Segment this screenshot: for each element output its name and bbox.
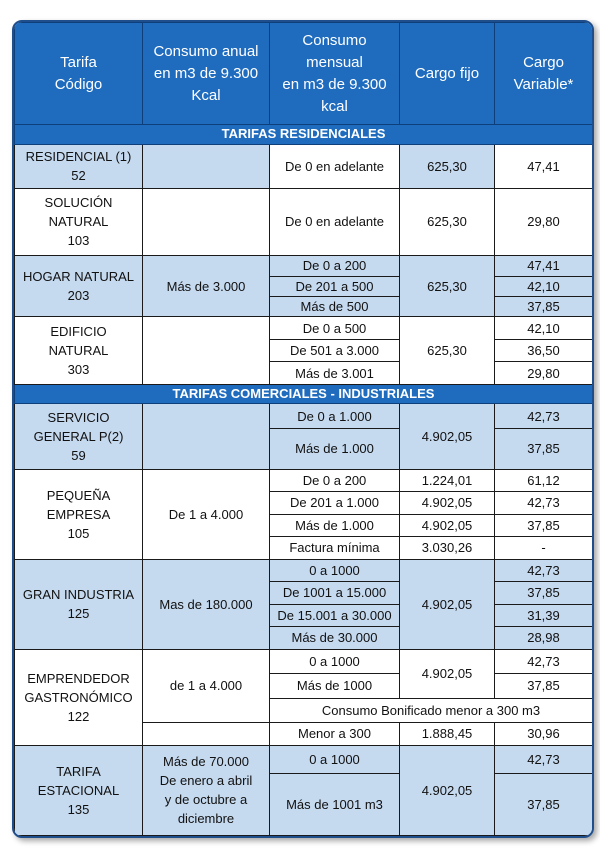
cargo-variable-cell: 30,96 [495,723,593,745]
cargo-fijo-cell: 625,30 [400,144,495,188]
header-cargo-variable: Cargo Variable* [495,23,593,125]
consumo-mensual-cell: De 501 a 3.000 [270,339,400,361]
consumo-mensual-cell: De 0 en adelante [270,188,400,255]
consumo-anual-cell: Mas de 180.000 [143,559,270,649]
cargo-fijo-cell: 625,30 [400,188,495,255]
table-row [15,745,593,774]
consumo-anual-cell [143,144,270,188]
cargo-fijo-cell: 1.888,45 [400,723,495,745]
cargo-fijo-cell: 4.902,05 [400,404,495,469]
cargo-variable-cell: 42,10 [495,317,593,339]
consumo-mensual-cell: De 0 a 1.000 [270,404,400,429]
consumo-mensual-cell: Más de 1000 [270,674,400,699]
table-row [15,404,593,429]
cargo-variable-cell: 37,85 [495,514,593,536]
cargo-fijo-cell: 4.902,05 [400,514,495,536]
cargo-variable-cell: 37,85 [495,297,593,317]
consumo-mensual-cell: Más de 500 [270,297,400,317]
tariff-table-frame [12,20,594,838]
section-comerciales: TARIFAS COMERCIALES - INDUSTRIALES [15,384,593,403]
cargo-variable-cell: 29,80 [495,362,593,384]
consumo-anual-cell [143,188,270,255]
cargo-variable-cell: 61,12 [495,469,593,491]
cargo-fijo-cell: 4.902,05 [400,649,495,698]
consumo-anual-cell [143,317,270,384]
cargo-fijo-cell: 4.902,05 [400,745,495,835]
cargo-fijo-cell: 3.030,26 [400,537,495,559]
header-row [15,23,593,125]
tariff-name: EDIFICIO NATURAL 303 [15,317,143,384]
cargo-variable-cell: 31,39 [495,604,593,626]
table-row [15,317,593,339]
consumo-mensual-cell: 0 a 1000 [270,745,400,774]
consumo-mensual-cell: De 201 a 1.000 [270,492,400,514]
header-consumo-mensual: Consumo mensual en m3 de 9.300 kcal [270,23,400,125]
table-row [15,144,593,188]
cargo-fijo-cell: 1.224,01 [400,469,495,491]
consumo-mensual-cell: 0 a 1000 [270,559,400,581]
cargo-fijo-cell: 625,30 [400,256,495,317]
section-row [15,125,593,144]
cargo-variable-cell: 37,85 [495,428,593,469]
consumo-mensual-cell: De 15.001 a 30.000 [270,604,400,626]
cargo-variable-cell: 42,73 [495,649,593,674]
consumo-mensual-cell: Más de 30.000 [270,627,400,649]
consumo-mensual-cell: De 0 a 500 [270,317,400,339]
section-residenciales: TARIFAS RESIDENCIALES [15,125,593,144]
table-row [15,649,593,674]
table-row [15,256,593,276]
tariff-name: PEQUEÑA EMPRESA 105 [15,469,143,559]
header-cargo-fijo: Cargo fijo [400,23,495,125]
cargo-variable-cell: - [495,537,593,559]
tariff-name: GRAN INDUSTRIA 125 [15,559,143,649]
cargo-variable-cell: 29,80 [495,188,593,255]
cargo-fijo-cell: 4.902,05 [400,559,495,649]
consumo-mensual-cell: De 0 a 200 [270,256,400,276]
consumo-anual-cell: Más de 70.000 De enero a abril y de octubre a diciembre [143,745,270,835]
consumo-mensual-cell: De 1001 a 15.000 [270,582,400,604]
consumo-anual-cell [143,404,270,469]
table-row [15,188,593,255]
cargo-variable-cell: 36,50 [495,339,593,361]
consumo-mensual-cell: Factura mínima [270,537,400,559]
cargo-variable-cell: 42,73 [495,404,593,429]
tariff-table [14,22,593,836]
consumo-mensual-cell: Más de 1.000 [270,428,400,469]
consumo-anual-cell: de 1 a 4.000 [143,649,270,723]
cargo-variable-cell: 42,10 [495,276,593,296]
consumo-anual-cell [143,723,270,745]
cargo-fijo-cell: 4.902,05 [400,492,495,514]
cargo-fijo-cell: 625,30 [400,317,495,384]
table-row [15,469,593,491]
tariff-name: HOGAR NATURAL 203 [15,256,143,317]
section-row [15,384,593,403]
cargo-variable-cell: 37,85 [495,582,593,604]
tariff-name: EMPRENDEDOR GASTRONÓMICO 122 [15,649,143,745]
cargo-variable-cell: 37,85 [495,674,593,699]
header-codigo: Tarifa Código [15,23,143,125]
table-row [15,559,593,581]
consumo-mensual-cell: De 0 a 200 [270,469,400,491]
consumo-mensual-cell: Menor a 300 [270,723,400,745]
cargo-variable-cell: 42,73 [495,492,593,514]
cargo-variable-cell: 47,41 [495,144,593,188]
consumo-mensual-cell: Más de 3.001 [270,362,400,384]
consumo-mensual-cell: De 0 en adelante [270,144,400,188]
cargo-variable-cell: 47,41 [495,256,593,276]
tariff-name: RESIDENCIAL (1) 52 [15,144,143,188]
tariff-name: TARIFA ESTACIONAL 135 [15,745,143,835]
consumo-mensual-cell: Más de 1001 m3 [270,774,400,836]
consumo-anual-cell: De 1 a 4.000 [143,469,270,559]
consumo-mensual-cell: De 201 a 500 [270,276,400,296]
consumo-anual-cell: Más de 3.000 [143,256,270,317]
tariff-name: SOLUCIÓN NATURAL 103 [15,188,143,255]
cargo-variable-cell: 37,85 [495,774,593,836]
tariff-name: SERVICIO GENERAL P(2) 59 [15,404,143,469]
cargo-variable-cell: 28,98 [495,627,593,649]
consumo-mensual-cell: Más de 1.000 [270,514,400,536]
bonificado-note: Consumo Bonificado menor a 300 m3 [270,698,593,723]
consumo-mensual-cell: 0 a 1000 [270,649,400,674]
cargo-variable-cell: 42,73 [495,559,593,581]
cargo-variable-cell: 42,73 [495,745,593,774]
header-consumo-anual: Consumo anual en m3 de 9.300 Kcal [143,23,270,125]
